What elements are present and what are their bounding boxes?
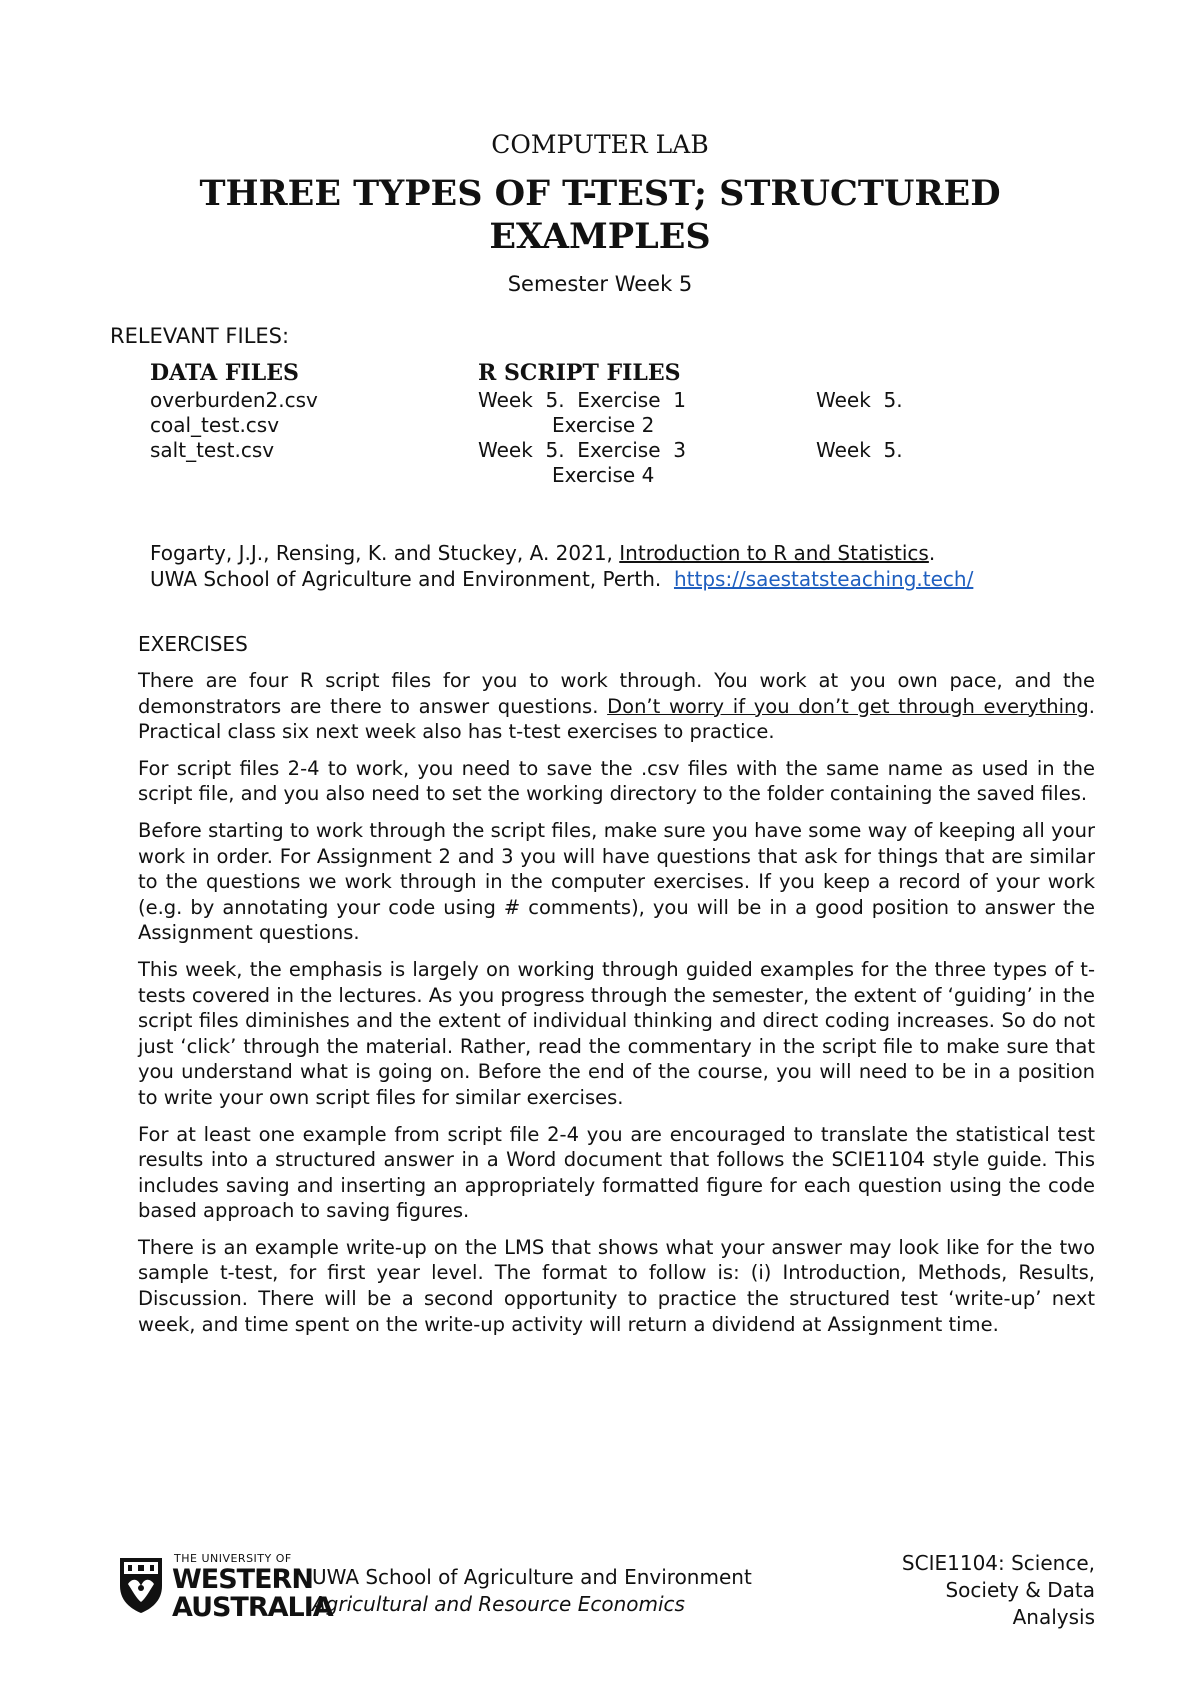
paragraph: There is an example write-up on the LMS that shows what your answer may look like for the two sample t-test, for first year level. The format to follow is: (i) Introduction, Methods, Results, Discussion. There will be a second opportunity to practice the structured test ‘write-up’ next week, and time spent on the write-up activity will return a dividend at Assignment time.	[138, 1235, 1095, 1336]
logo-small-text: THE UNIVERSITY OF	[174, 1552, 292, 1565]
script-files-heading: R SCRIPT FILES	[478, 360, 681, 386]
script-file-item[interactable]	[478, 388, 686, 413]
script-file-item-continued	[478, 413, 654, 438]
data-files-heading: DATA FILES	[150, 360, 299, 386]
script-file-item[interactable]	[478, 438, 686, 463]
citation-publisher: UWA School of Agriculture and Environment, Perth.	[150, 567, 662, 591]
script-file-item-continued	[478, 463, 654, 488]
paragraph: Before starting to work through the script files, make sure you have some way of keeping all your work in order. For Assignment 2 and 3 you will have questions that ask for things that are similar to the questions we work through in the computer exercises. If you keep a record of your work (e.g. by annotating your code using # comments), you will be in a good position to answer the Assignment questions.	[138, 818, 1095, 945]
citation: Fogarty, J.J., Rensing, K. and Stuckey, A. 2021, Introduction to R and Statistics. UWA School of Agriculture and Environment, Perth. https://saestatsteaching.tech/	[150, 541, 974, 591]
lab-label: COMPUTER LAB	[491, 130, 709, 159]
department-name: Agricultural and Resource Economics	[312, 1592, 685, 1616]
script-file-label: Week 5.	[816, 388, 903, 412]
course-line: SCIE1104: Science,	[901, 1551, 1095, 1575]
document-title: THREE TYPES OF T-TEST; STRUCTURED EXAMPLES	[199, 173, 1001, 257]
citation-book-title: Introduction to R and Statistics	[619, 541, 929, 565]
exercises-body	[138, 668, 1095, 1348]
script-file-label: Exercise 4	[552, 463, 655, 487]
script-file-item[interactable]	[816, 438, 903, 463]
semester-week: Semester Week 5	[507, 272, 693, 296]
script-file-label: Week 5. Exercise 3	[478, 438, 686, 462]
school-name: UWA School of Agriculture and Environment	[312, 1565, 752, 1589]
logo-text-western: WESTERN	[172, 1564, 313, 1595]
paragraph: For script files 2-4 to work, you need to save the .csv files with the same name as used in the script file, and you also need to set the working directory to the folder containing the saved files.	[138, 756, 1095, 806]
data-files-list	[150, 388, 318, 463]
crest-icon	[118, 1556, 164, 1614]
paragraph-text: There are four R script files for you to work through. You work at you own pace, and the demonstrators are there to answer questions.	[138, 669, 1095, 718]
paragraph	[138, 668, 1095, 745]
citation-authors: Fogarty, J.J., Rensing, K. and Stuckey, A. 2021,	[150, 541, 620, 565]
script-file-item[interactable]	[816, 388, 903, 413]
course-line: Society & Data	[945, 1578, 1095, 1602]
script-file-label: Week 5. Exercise 1	[478, 388, 686, 412]
school-info	[312, 1564, 752, 1618]
paragraph: For at least one example from script file 2-4 you are encouraged to translate the statistical test results into a structured answer in a Word document that follows the SCIE1104 style guide. This includes saving and inserting an appropriately formatted figure for each question using the code based approach to saving figures.	[138, 1122, 1095, 1223]
paragraph: This week, the emphasis is largely on working through guided examples for the three types of t-tests covered in the lectures. As you progress through the semester, the extent of ‘guiding’ in the script files diminishes and the extent of individual thinking and direct coding increases. So do not just ‘click’ through the material. Rather, read the commentary in the script file to make sure that you understand what is going on. Before the end of the course, you will need to be in a position to write your own script files for similar exercises.	[138, 957, 1095, 1109]
exercises-heading: EXERCISES	[138, 632, 248, 656]
course-info	[902, 1550, 1095, 1631]
course-line: Analysis	[1012, 1605, 1095, 1629]
script-file-label: Exercise 2	[552, 413, 655, 437]
data-file-item[interactable]: coal_test.csv	[150, 413, 280, 437]
university-logo	[118, 1552, 333, 1623]
logo-text-australia: AUSTRALIA	[172, 1592, 333, 1623]
data-file-item[interactable]: overburden2.csv	[150, 388, 318, 412]
relevant-files-label: RELEVANT FILES:	[110, 324, 290, 348]
emphasis-underlined: Don’t worry if you don’t get through everything	[607, 694, 1089, 718]
paragraph-text: . Practical class six next week also has t-test exercises to practice.	[138, 694, 1095, 744]
data-file-item[interactable]: salt_test.csv	[150, 438, 275, 462]
page-footer	[0, 1540, 1200, 1640]
script-file-label: Week 5.	[816, 438, 903, 462]
citation-url-link[interactable]: https://saestatsteaching.tech/	[673, 567, 974, 591]
